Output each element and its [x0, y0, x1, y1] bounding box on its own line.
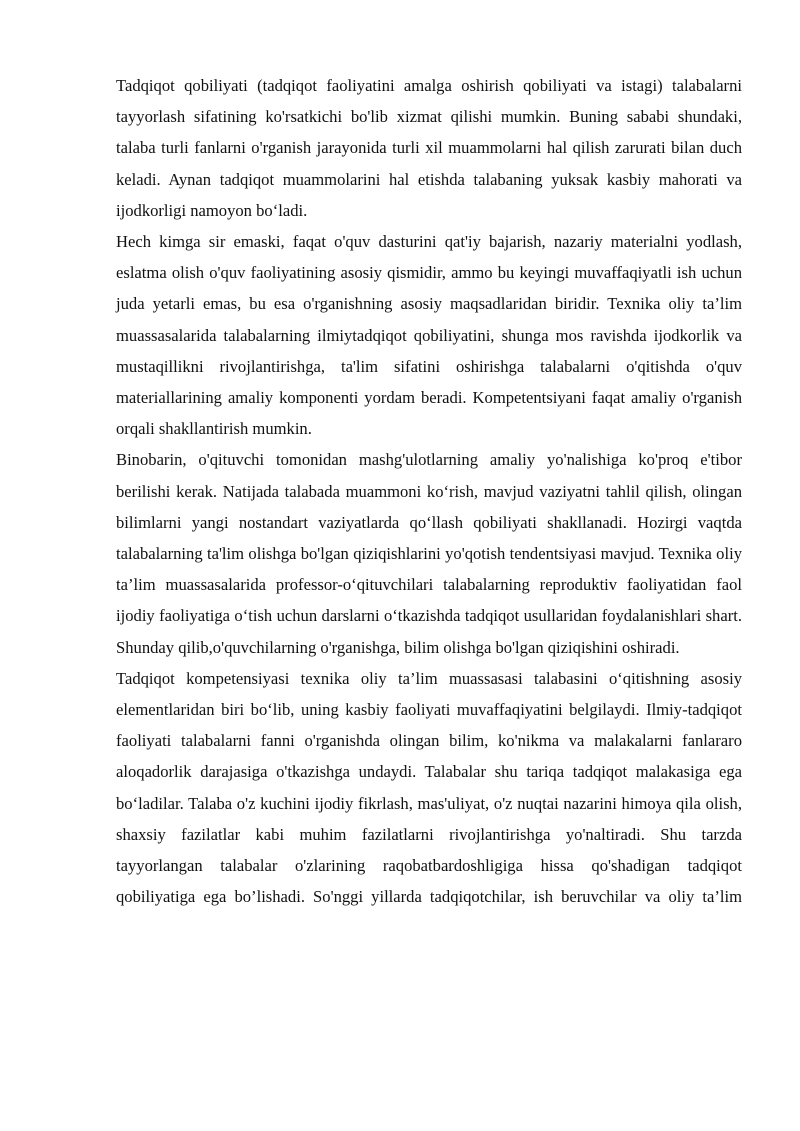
paragraph-practical-component: Hech kimga sir emaski, faqat o'quv dasturini qat'iy bajarish, nazariy materialni yodlash, eslatma olish o'quv faoliyatining asosiy qismidir, ammo bu keyingi muvaffaqiyatli ish uchun juda yetarli emas, bu esa o'rganishning asosiy maqsadlaridan biridir. Texnika oliy ta’lim muassasalarida talabalarning ilmiytadqiqot qobiliyatini, shunga mos ravishda ijodkorlik va mustaqillikni rivojlantirishga, ta'lim sifatini oshirishga talabalarni o'qitishda o'quv materiallarining amaliy komponenti yordam beradi. Kompetentsiyani faqat amaliy o'rganish orqali shakllantirish mumkin. — [116, 232, 742, 439]
paragraph-research-ability: Tadqiqot qobiliyati (tadqiqot faoliyatini amalga oshirish qobiliyati va istagi) talabalarni tayyorlash sifatining ko'rsatkichi bo'lib xizmat qilishi mumkin. Buning sababi shundaki, talaba turli fanlarni o'rganish jarayonida turli xil muammolarni hal qilish zarurati bilan duch keladi. Aynan tadqiqot muammolarini hal etishda talabaning yuksak kasbiy mahorati va ijodkorligi namoyon bo‘ladi. — [116, 76, 742, 220]
body-text — [116, 70, 742, 912]
paragraph-teacher-role: Binobarin, o'qituvchi tomonidan mashg'ulotlarning amaliy yo'nalishiga ko'proq e'tibor berilishi kerak. Natijada talabada muammoni ko‘rish, mavjud vaziyatni tahlil qilish, olingan bilimlarni yangi nostandart vaziyatlarda qo‘llash qobiliyati shakllanadi. Hozirgi vaqtda talabalarning ta'lim olishga bo'lgan qiziqishlarini yo'qotish tendentsiyasi mavjud. Texnika oliy ta’lim muassasalarida professor-o‘qituvchilari talabalarning reproduktiv faoliyatidan faol ijodiy faoliyatiga o‘tish uchun darslarni o‘tkazishda tadqiqot usullaridan foydalanishlari shart. Shunday qilib,o'quvchilarning o'rganishga, bilim olishga bo'lgan qiziqishini oshiradi. — [116, 450, 742, 657]
paragraph-research-competence: Tadqiqot kompetensiyasi texnika oliy ta’lim muassasasi talabasini o‘qitishning asosiy elementlaridan biri bo‘lib, uning kasbiy faoliyati muvaffaqiyatini belgilaydi. Ilmiy-tadqiqot faoliyati talabalarni fanni o'rganishda olingan bilim, ko'nikma va malakalarni fanlararo aloqadorlik darajasiga o'tkazishga undaydi. Talabalar shu tariqa tadqiqot malakasiga ega bo‘ladilar. Talaba o'z kuchini ijodiy fikrlash, mas'uliyat, o'z nuqtai nazarini himoya qila olish, shaxsiy fazilatlar kabi muhim fazilatlarni rivojlantirishga yo'naltiradi. Shu tarzda tayyorlangan talabalar o'zlarining raqobatbardoshligiga hissa qo'shadigan tadqiqot qobiliyatiga ega bo’lishadi. So'nggi yillarda tadqiqotchilar, ish beruvchilar va oliy ta’lim — [116, 668, 742, 907]
